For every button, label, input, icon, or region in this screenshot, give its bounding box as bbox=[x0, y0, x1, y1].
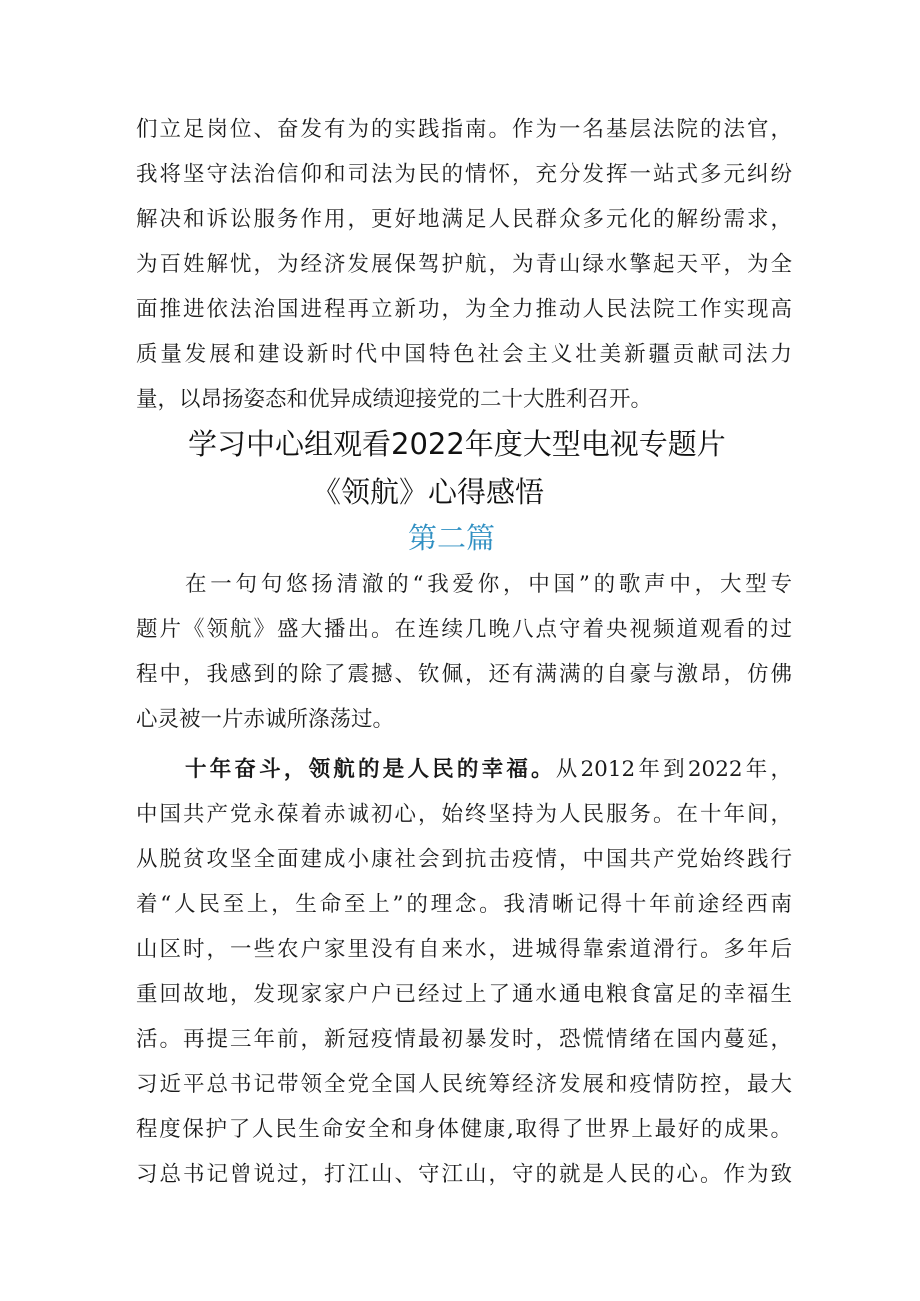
article-title-line2: 《领航》心得感悟 bbox=[312, 475, 545, 509]
lead-rest: 从2012年到2022年， bbox=[555, 757, 792, 782]
paragraph-line: 们立足岗位、奋发有为的实践指南。作为一名基层法院的法官， bbox=[136, 117, 792, 142]
paragraph-line: 题片《领航》盛大播出。在连续几晚八点守着央视频道观看的过 bbox=[136, 617, 792, 642]
paragraph-line: 解决和诉讼服务作用，更好地满足人民群众多元化的解纷需求， bbox=[136, 207, 792, 232]
paragraph-line: 习近平总书记带领全党全国人民统筹经济发展和疫情防控，最大 bbox=[136, 1072, 792, 1097]
paragraph-line: 习总书记曾说过，打江山、守江山，守的就是人民的心。作为致 bbox=[136, 1162, 792, 1187]
paragraph-line: 程中，我感到的除了震撼、钦佩，还有满满的自豪与激昂，仿佛 bbox=[136, 662, 792, 687]
paragraph-line: 为百姓解忧，为经济发展保驾护航，为青山绿水擎起天平，为全 bbox=[136, 252, 792, 277]
paragraph-line: 量，以昂扬姿态和优异成绩迎接党的二十大胜利召开。 bbox=[136, 387, 653, 412]
lead-bold-phrase: 十年奋斗，领航的是人民的幸福。 bbox=[185, 757, 556, 782]
paragraph-line: 活。再提三年前，新冠疫情最初暴发时，恐慌情绪在国内蔓延， bbox=[136, 1027, 792, 1052]
paragraph-line: 山区时，一些农户家里没有自来水，进城得靠索道滑行。多年后 bbox=[136, 937, 792, 962]
paragraph-line: 中国共产党永葆着赤诚初心，始终坚持为人民服务。在十年间， bbox=[136, 802, 792, 827]
paragraph-line: 在一句句悠扬清澈的“我爱你，中国”的歌声中，大型专 bbox=[185, 572, 792, 597]
paragraph-line: 心灵被一片赤诚所涤荡过。 bbox=[136, 707, 395, 732]
section-subtitle: 第二篇 bbox=[408, 521, 496, 555]
paragraph-line: 着“人民至上，生命至上”的理念。我清晰记得十年前途经西南 bbox=[136, 892, 792, 917]
paragraph-line: 质量发展和建设新时代中国特色社会主义壮美新疆贡献司法力 bbox=[136, 342, 792, 367]
paragraph-line: 重回故地，发现家家户户已经过上了通水通电粮食富足的幸福生 bbox=[136, 982, 792, 1007]
paragraph-line: 从脱贫攻坚全面建成小康社会到抗击疫情，中国共产党始终践行 bbox=[136, 847, 792, 872]
paragraph-line-lead bbox=[185, 750, 792, 790]
article-title-line1: 学习中心组观看2022年度大型电视专题片 bbox=[188, 427, 726, 461]
paragraph-line: 面推进依法治国进程再立新功，为全力推动人民法院工作实现高 bbox=[136, 297, 792, 322]
paragraph-line: 程度保护了人民生命安全和身体健康,取得了世界上最好的成果。 bbox=[136, 1117, 792, 1142]
paragraph-line: 我将坚守法治信仰和司法为民的情怀，充分发挥一站式多元纠纷 bbox=[136, 162, 792, 187]
